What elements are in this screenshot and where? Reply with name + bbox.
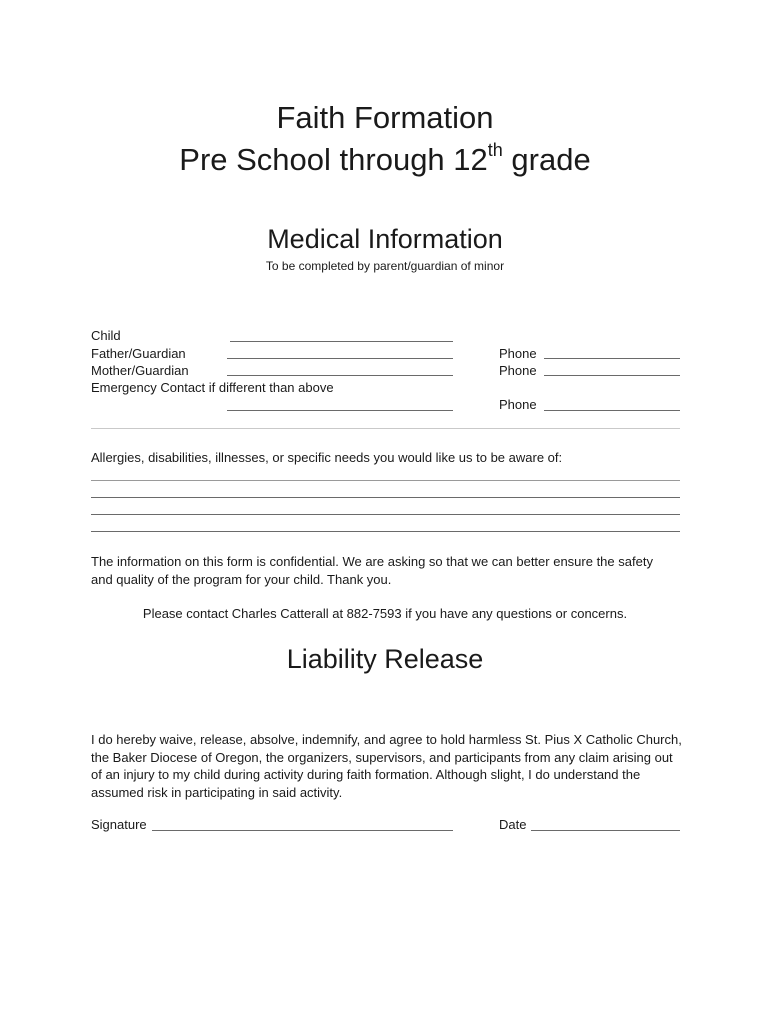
allergies-line-3[interactable]: [91, 514, 680, 515]
contact-notice: Please contact Charles Catterall at 882-7593 if you have any questions or concerns.: [142, 606, 628, 621]
form-subtitle: [0, 140, 770, 180]
liability-heading: Liability Release: [286, 644, 484, 674]
father-field[interactable]: [227, 358, 453, 359]
liability-line-2: the Baker Diocese of Oregon, the organizers, supervisors, and participants from any claim arising out: [91, 749, 673, 765]
section-divider: [91, 428, 680, 429]
medical-heading: Medical Information: [267, 224, 503, 254]
form-title: Faith Formation: [276, 100, 494, 135]
signature-field[interactable]: [152, 830, 453, 831]
medical-subheading: To be completed by parent/guardian of minor: [265, 259, 505, 273]
subtitle-text: Pre School through 12: [179, 142, 488, 177]
liability-line-3: of an injury to my child during activity during faith formation. Although slight, I do understand the: [91, 767, 641, 782]
date-label: Date: [499, 817, 527, 832]
liability-text: [91, 731, 691, 801]
allergies-line-2[interactable]: [91, 497, 680, 498]
child-label: Child: [91, 328, 121, 343]
allergies-line-1[interactable]: [91, 480, 680, 481]
confidential-line-2: and quality of the program for your child. Thank you.: [91, 571, 392, 587]
subtitle-superscript: th: [487, 140, 503, 160]
father-phone-label: Phone: [499, 346, 537, 361]
allergies-prompt: Allergies, disabilities, illnesses, or specific needs you would like us to be aware of:: [91, 450, 563, 465]
liability-line-1: I do hereby waive, release, absolve, indemnify, and agree to hold harmless St. Pius X Catholic Church,: [91, 732, 682, 747]
father-phone-field[interactable]: [544, 358, 680, 359]
child-field[interactable]: [230, 341, 453, 342]
emergency-field[interactable]: [227, 410, 453, 411]
signature-label: Signature: [91, 817, 147, 832]
father-label: Father/Guardian: [91, 346, 186, 361]
emergency-label: Emergency Contact if different than above: [91, 380, 334, 395]
mother-field[interactable]: [227, 375, 453, 376]
confidential-line-1: The information on this form is confidential. We are asking so that we can better ensure the safety: [91, 554, 653, 569]
subtitle-suffix: grade: [502, 142, 591, 177]
mother-phone-label: Phone: [499, 363, 537, 378]
mother-phone-field[interactable]: [544, 375, 680, 376]
emergency-phone-field[interactable]: [544, 410, 680, 411]
allergies-line-4[interactable]: [91, 531, 680, 532]
liability-line-4: assumed risk in participating in said activity.: [91, 784, 343, 800]
emergency-phone-label: Phone: [499, 397, 537, 412]
date-field[interactable]: [531, 830, 680, 831]
mother-label: Mother/Guardian: [91, 363, 189, 378]
confidential-notice: [91, 553, 691, 588]
